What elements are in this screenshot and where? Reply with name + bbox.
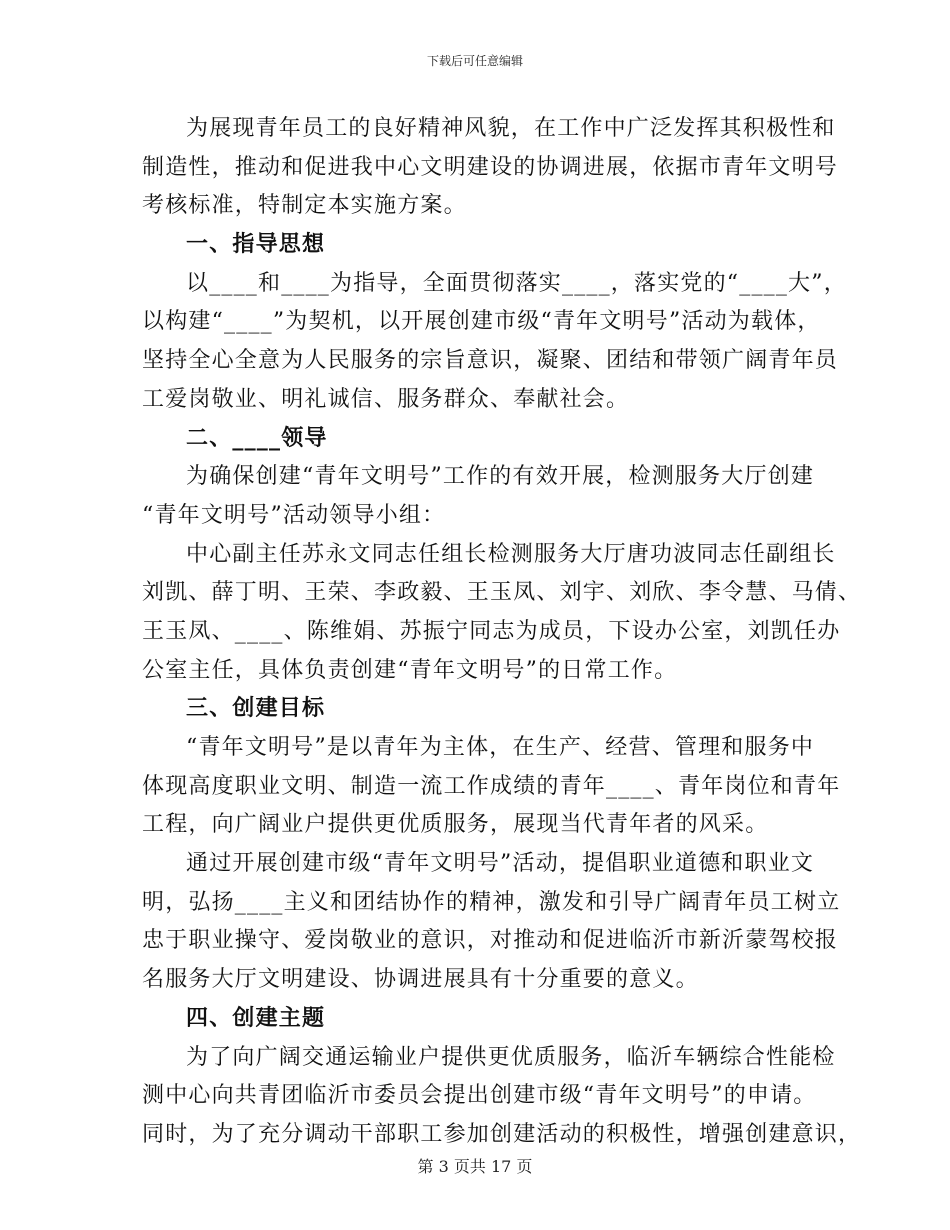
paragraph-line: 为了向广阔交通运输业户提供更优质服务，临沂车辆综合性能检 [186,1044,836,1070]
paragraph-line: 名服务大厅文明建设、协调进展具有十分重要的意义。 [142,967,699,993]
paragraph-line: 考核标准，特制定本实施方案。 [142,193,467,219]
paragraph-line: “青年文明号”是以青年为主体，在生产、经营、管理和服务中 [186,735,815,760]
section-heading: 二、____领导 [186,425,328,451]
paragraph-line: 忠于职业操守、爱岗敬业的意识，对推动和促进临沂市新沂蒙驾校报 [142,928,839,954]
paragraph-line: 体现高度职业文明、制造一流工作成绩的青年____、青年岗位和青年 [142,773,841,799]
page-footer: 第 3 页共 17 页 [417,1157,533,1176]
paragraph-line: “青年文明号”活动领导小组： [142,502,446,528]
paragraph-line: 为确保创建“青年文明号”工作的有效开展，检测服务大厅创建 [186,464,815,490]
paragraph-line: 公室主任，具体负责创建“青年文明号”的日常工作。 [142,657,678,683]
paragraph-line: 坚持全心全意为人民服务的宗旨意识，凝聚、团结和带领广阔青年员 [142,348,839,374]
paragraph-line: 制造性，推动和促进我中心文明建设的协调进展，依据市青年文明号 [142,154,839,180]
paragraph-line: 以____和____为指导，全面贯彻落实____，落实党的“____大”， [186,270,847,296]
section-heading: 三、创建目标 [186,696,326,722]
section-heading: 一、指导思想 [186,232,326,258]
page-header: 下载后可任意编辑 [426,54,523,68]
paragraph-line: 刘凯、薛丁明、王荣、李政毅、王玉凤、刘宇、刘欣、李令慧、马倩、 [142,580,862,606]
paragraph-line: 工爱岗敬业、明礼诚信、服务群众、奉献社会。 [142,386,630,412]
paragraph-line: 为展现青年员工的良好精神风貌，在工作中广泛发挥其积极性和 [186,116,836,141]
paragraph-line: 同时，为了充分调动干部职工参加创建活动的积极性，增强创建意识， [142,1121,862,1147]
paragraph-line: 以构建“____”为契机，以开展创建市级“青年文明号”活动为载体， [142,309,821,335]
document-body [142,110,862,1155]
section-heading: 四、创建主题 [186,1005,326,1031]
paragraph-line: 测中心向共青团临沂市委员会提出创建市级“青年文明号”的申请。 [142,1083,817,1109]
paragraph-line: 通过开展创建市级“青年文明号”活动，提倡职业道德和职业文 [186,851,815,877]
paragraph-line: 明，弘扬____主义和团结协作的精神，激发和引导广阔青年员工树立 [142,889,841,915]
paragraph-line: 工程，向广阔业户提供更优质服务，展现当代青年者的风采。 [142,812,769,838]
paragraph-line: 王玉凤、____、陈维娟、苏振宁同志为成员，下设办公室，刘凯任办 [142,618,841,644]
paragraph-line: 中心副主任苏永文同志任组长检测服务大厅唐功波同志任副组长 [186,541,836,567]
